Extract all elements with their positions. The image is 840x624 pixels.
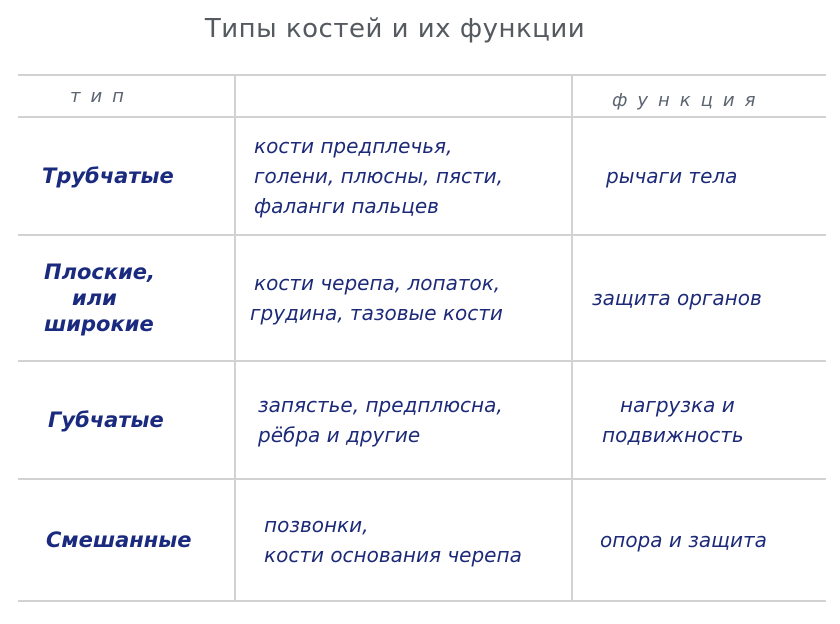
examples-cell: запястье, предплюсна, рёбра и другие — [258, 393, 503, 447]
function-cell: опора и защита — [600, 528, 767, 552]
function-cell: рычаги тела — [606, 164, 738, 188]
page-title: Типы костей и их функции — [204, 14, 586, 44]
type-label: Трубчатые — [42, 163, 174, 188]
header-type: тип — [70, 85, 134, 107]
examples-cell: кости предплечья, голени, плюсны, пясти, фаланги пальцев — [254, 134, 504, 218]
table-row — [44, 236, 155, 360]
function-cell: защита органов — [592, 286, 762, 310]
examples-cell: кости черепа, лопаток, грудина, тазовые кости — [250, 271, 503, 325]
column-divider — [234, 74, 236, 602]
column-divider — [571, 74, 573, 602]
table-row — [46, 480, 192, 600]
header-function: функция — [612, 89, 766, 111]
bone-types-table — [18, 74, 826, 602]
function-cell: нагрузка и подвижность — [602, 393, 744, 447]
table-row — [42, 118, 174, 234]
type-label: Плоские, или широкие — [44, 259, 156, 337]
table-border-bottom — [18, 600, 826, 602]
examples-cell: позвонки, кости основания черепа — [264, 513, 522, 567]
table-border-top — [18, 74, 826, 76]
type-label: Смешанные — [46, 527, 192, 552]
type-label: Губчатые — [48, 407, 164, 432]
table-row — [48, 362, 164, 478]
